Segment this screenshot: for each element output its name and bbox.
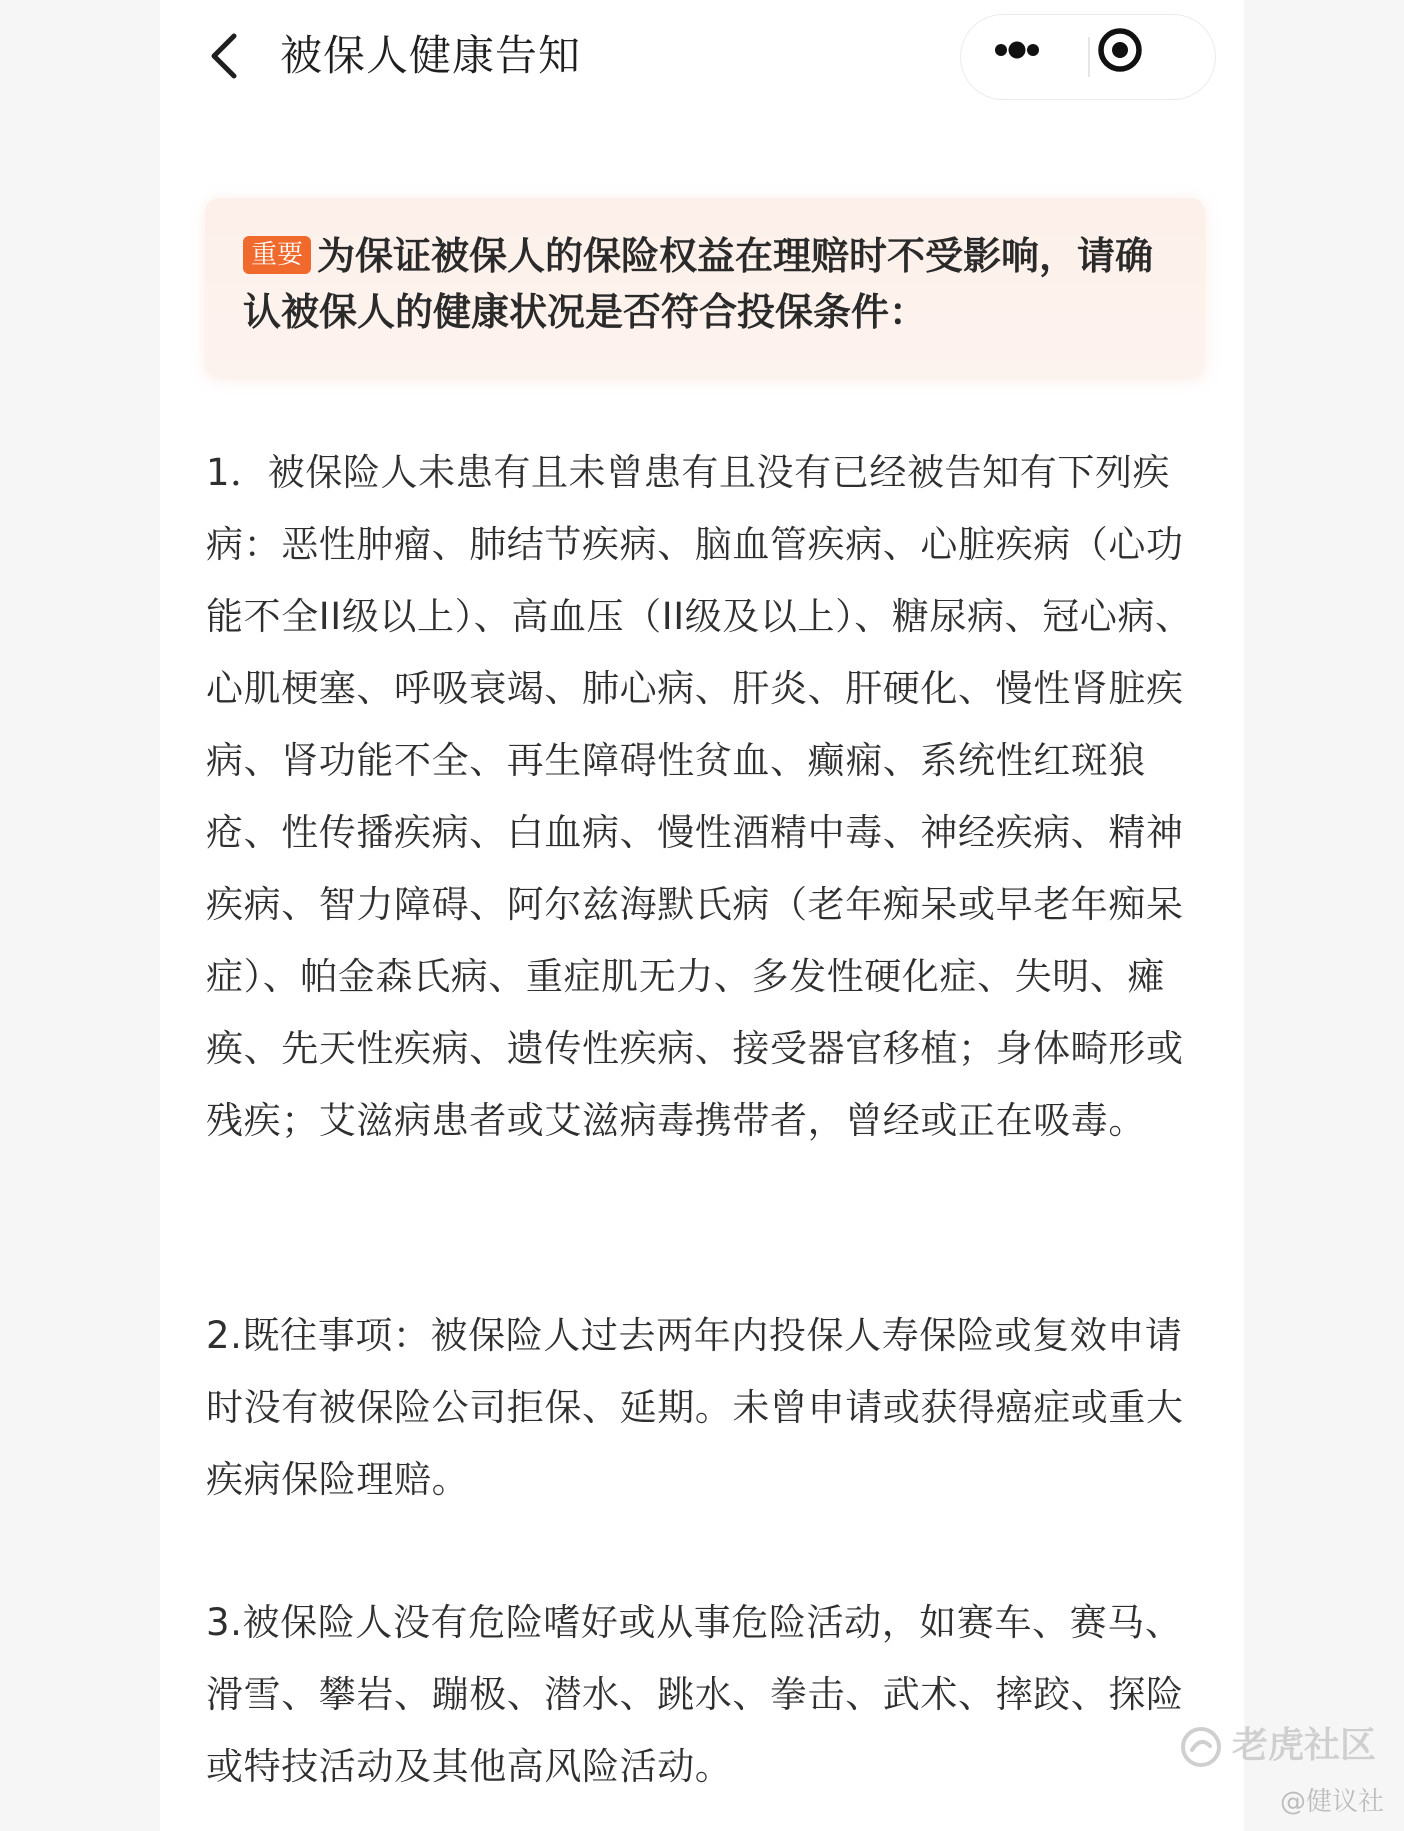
left-margin [0,0,160,1831]
notice-message: 为保证被保人的保险权益在理赔时不受影响，请确认被保人的健康状况是否符合投保条件： [243,234,1154,334]
watermark-text: 老虎社区 [1232,1725,1377,1766]
important-badge: 重要 [243,236,311,274]
notice-text [243,228,1183,340]
back-button[interactable] [200,26,250,86]
more-button[interactable] [961,15,1088,99]
tiger-logo-icon [1180,1726,1222,1768]
clause-item: 1．被保险人未患有且未曾患有且没有已经被告知有下列疾病：恶性肿瘤、肺结节疾病、脑血管疾病、心脏疾病（心功能不全II级以上）、高血压（II级及以上）、糖尿病、冠心病、心肌梗塞、呼吸衰竭、肺心病、肝炎、肝硬化、慢性肾脏疾病、肾功能不全、再生障碍性贫血、癫痫、系统性红斑狼疮、性传播疾病、白血病、慢性酒精中毒、神经疾病、精神疾病、智力障碍、阿尔兹海默氏病（老年痴呆或早老年痴呆症）、帕金森氏病、重症肌无力、多发性硬化症、失明、瘫痪、先天性疾病、遗传性疾病、接受器官移植；身体畸形或残疾；艾滋病患者或艾滋病毒携带者，曾经或正在吸毒。 [206,451,1193,1142]
important-notice [205,198,1205,378]
health-notice-page [160,0,1244,1831]
page-title: 被保人健康告知 [280,31,582,80]
close-button[interactable] [1090,15,1215,99]
nav-bar [160,0,1244,120]
chevron-left-icon [200,26,250,86]
mini-program-capsule [960,14,1216,100]
watermark [1180,1718,1390,1774]
more-dots-icon [961,15,1088,99]
watermark-sub: @健议社 [1280,1787,1385,1817]
right-margin [1244,0,1404,1831]
clause-item: 3.被保险人没有危险嗜好或从事危险活动，如赛车、赛马、滑雪、攀岩、蹦极、潜水、跳水、拳击、武术、摔跤、探险或特技活动及其他高风险活动。 [206,1601,1184,1788]
clause-item: 2.既往事项：被保险人过去两年内投保人寿保险或复效申请时没有被保险公司拒保、延期。未曾申请或获得癌症或重大疾病保险理赔。 [206,1314,1184,1501]
target-close-icon [1090,15,1215,99]
